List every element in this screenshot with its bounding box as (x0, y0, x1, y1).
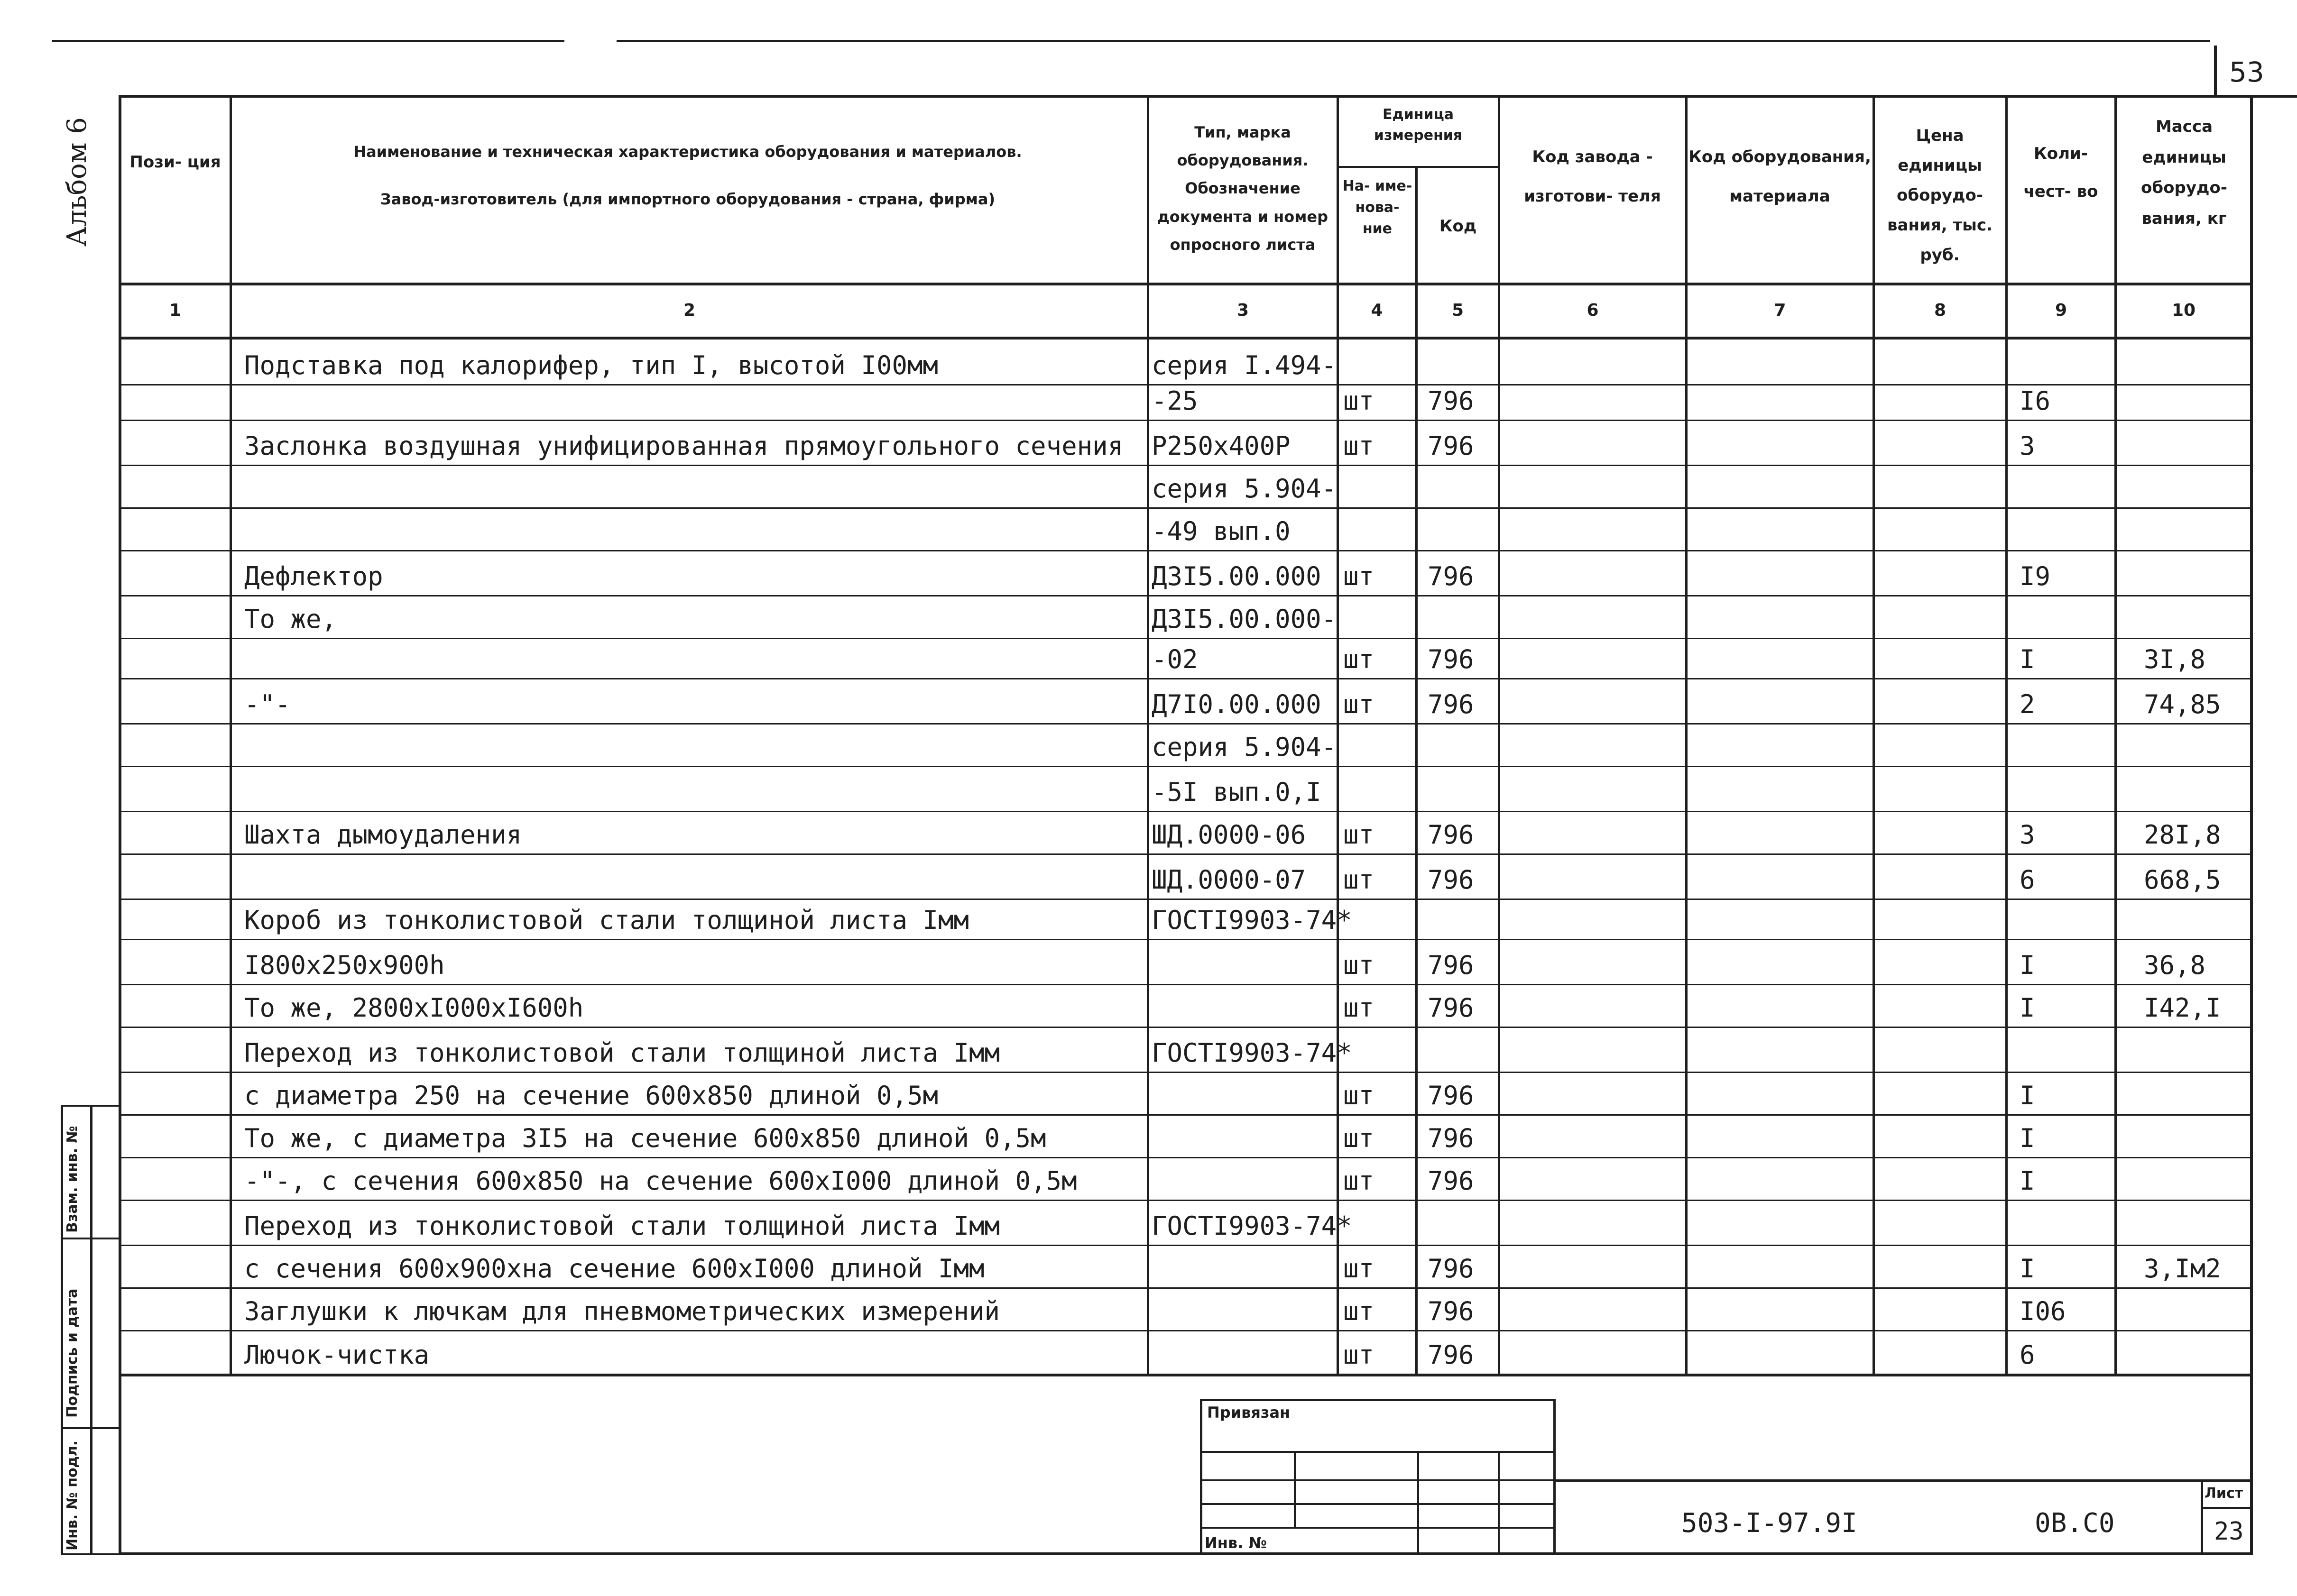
row-16-code: 796 (1428, 993, 1474, 1023)
row-3-unit: шт (1343, 431, 1375, 461)
row-9-code: 796 (1428, 689, 1474, 719)
row-separator (119, 766, 2253, 767)
row-22-unit: шт (1343, 1254, 1375, 1284)
row-separator (119, 678, 2253, 679)
row-1-type: серия I.494- (1152, 350, 1337, 380)
row-23-unit: шт (1343, 1296, 1375, 1326)
row-16-qty: I (2020, 993, 2035, 1023)
table-body-bottom-line (119, 1374, 2253, 1376)
row-15-code: 796 (1428, 950, 1474, 980)
col-divider-5 (1498, 95, 1500, 1375)
row-23-name: Заглушки к лючкам для пневмометрических измерений (244, 1296, 1000, 1326)
colnum-6: 6 (1587, 301, 1599, 320)
row-13-type: ШД.0000-07 (1152, 865, 1306, 895)
row-8-mass: 3I,8 (2144, 644, 2206, 674)
tb-attached-label: Привязан (1207, 1403, 1291, 1422)
colnum-8: 8 (1934, 301, 1946, 320)
row-6-name: Дефлектор (244, 561, 383, 591)
header-bottom-line (119, 283, 2253, 285)
row-6-unit: шт (1343, 561, 1375, 591)
row-3-type: Р250х400Р (1152, 431, 1291, 461)
row-9-unit: шт (1343, 689, 1375, 719)
row-8-code: 796 (1428, 644, 1474, 674)
col-divider-9 (2114, 95, 2117, 1375)
row-12-code: 796 (1428, 820, 1474, 850)
row-2-qty: I6 (2020, 386, 2051, 416)
row-15-name: I800х250х900h (244, 950, 445, 980)
row-9-type: Д7I0.00.000 (1152, 689, 1321, 719)
tb-sheet-divider (2201, 1479, 2203, 1555)
col-divider-3 (1337, 95, 1339, 1375)
row-separator (119, 638, 2253, 639)
row-13-mass: 668,5 (2144, 865, 2221, 895)
row-2-type: -25 (1152, 386, 1198, 416)
row-7-type: Д3I5.00.000- (1152, 604, 1337, 634)
tb-document-code: 503-I-97.9I (1681, 1508, 1857, 1539)
header-factory-code: Код завода - изготови- теля (1524, 147, 1661, 206)
header-equipment-code: Код оборудования, материала (1688, 147, 1871, 206)
top-rule-right (617, 40, 2210, 42)
row-8-unit: шт (1343, 644, 1375, 674)
header-unit: Единица измерения (1374, 106, 1463, 144)
row-19-unit: шт (1343, 1123, 1375, 1153)
album-label: Альбом 6 (62, 117, 92, 247)
colnum-9: 9 (2055, 301, 2067, 320)
row-15-unit: шт (1343, 950, 1375, 980)
row-6-code: 796 (1428, 561, 1474, 591)
stamp-replaced-inv: Взам. инв. № (64, 1126, 81, 1233)
page-number: 53 (2229, 56, 2264, 88)
header-price: Цена единицы оборудо- вания, тыс. руб. (1887, 126, 1993, 265)
row-separator (119, 723, 2253, 725)
row-24-unit: шт (1343, 1340, 1375, 1370)
row-24-name: Лючок-чистка (244, 1340, 430, 1370)
row-16-name: То же, 2800хI000хI600h (244, 993, 584, 1023)
row-separator (119, 465, 2253, 466)
row-3-qty: 3 (2020, 431, 2035, 461)
colnum-7: 7 (1774, 301, 1786, 320)
stamp-mid-line (90, 1105, 92, 1555)
header-name-line1: Наименование и техническая характеристика оборудования и материалов. (353, 143, 1022, 161)
row-19-name: То же, с диаметра 3I5 на сечение 600х850 длиной 0,5м (244, 1123, 1046, 1153)
row-separator (119, 1245, 2253, 1246)
row-13-qty: 6 (2020, 865, 2035, 895)
row-20-name: -"-, с сечения 600х850 на сечение 600хI000 длиной 0,5м (244, 1166, 1077, 1196)
row-19-qty: I (2020, 1123, 2035, 1153)
colnum-2: 2 (683, 301, 696, 320)
row-separator (119, 507, 2253, 509)
row-6-type: Д3I5.00.000 (1152, 561, 1321, 591)
tb-line-2 (1200, 1479, 1556, 1481)
row-18-qty: I (2020, 1081, 2035, 1110)
row-separator (119, 984, 2253, 985)
header-name-line2: Завод-изготовитель (для импортного оборудования - страна, фирма) (380, 190, 996, 208)
column-numbers-bottom-line (119, 337, 2253, 339)
row-2-unit: шт (1343, 386, 1375, 416)
row-separator (119, 550, 2253, 551)
row-13-unit: шт (1343, 865, 1375, 895)
header-mass: Масса единицы оборудо- вания, кг (2141, 117, 2227, 228)
row-separator (119, 1157, 2253, 1158)
row-8-type: -02 (1152, 644, 1198, 674)
row-22-code: 796 (1428, 1254, 1474, 1284)
stamp-left-line (61, 1105, 63, 1555)
row-separator (119, 811, 2253, 812)
tb-sheet-number: 23 (2214, 1517, 2244, 1546)
row-separator (119, 939, 2253, 940)
colnum-4: 4 (1371, 301, 1383, 320)
colnum-1: 1 (169, 301, 182, 320)
colnum-5: 5 (1451, 301, 1464, 320)
row-17-name: Переход из тонколистовой стали толщиной листа Iмм (244, 1038, 1000, 1068)
col-divider-4 (1415, 166, 1418, 1375)
tb-line-3 (1200, 1503, 1556, 1505)
row-4-type: серия 5.904- (1152, 474, 1337, 504)
row-21-name: Переход из тонколистовой стали толщиной листа Iмм (244, 1211, 1000, 1241)
col-divider-1 (230, 95, 232, 1375)
row-7-name: То же, (244, 604, 337, 634)
header-quantity: Коли- чест- во (2023, 144, 2098, 201)
top-rule-left (52, 40, 564, 42)
stamp-inv-no-orig: Инв. № подл. (64, 1440, 81, 1550)
col-divider-7 (1873, 95, 1875, 1375)
tb-sheet-label-line (2201, 1507, 2253, 1509)
stamp-signature-date: Подпись и дата (64, 1288, 81, 1418)
row-20-qty: I (2020, 1166, 2035, 1196)
stamp-top-line (61, 1105, 119, 1107)
row-10-type: серия 5.904- (1152, 732, 1337, 762)
row-11-type: -5I вып.0,I (1152, 777, 1321, 807)
tb-inv-no-label: Инв. № (1205, 1534, 1267, 1552)
row-separator (119, 1200, 2253, 1201)
row-14-name: Короб из тонколистовой стали толщиной листа Iмм (244, 905, 969, 935)
tb-top-line (1200, 1399, 1556, 1401)
row-22-name: с сечения 600х900хна сечение 600хI000 длиной Iмм (244, 1254, 985, 1284)
tb-section: 0В.С0 (2035, 1508, 2115, 1539)
row-22-qty: I (2020, 1254, 2035, 1284)
tb-vdiv-2 (1417, 1451, 1419, 1555)
row-16-mass: I42,I (2144, 993, 2221, 1023)
header-unit-name: На- име- нова- ние (1342, 178, 1412, 237)
row-20-code: 796 (1428, 1166, 1474, 1196)
row-8-qty: I (2020, 644, 2035, 674)
row-1-name: Подставка под калорифер, тип I, высотой I00мм (244, 350, 938, 380)
row-3-name: Заслонка воздушная унифицированная прямоугольного сечения (244, 431, 1124, 461)
row-18-unit: шт (1343, 1081, 1375, 1110)
col-divider-6 (1685, 95, 1688, 1375)
row-6-qty: I9 (2020, 561, 2051, 591)
row-18-name: с диаметра 250 на сечение 600х850 длиной 0,5м (244, 1081, 938, 1110)
row-19-code: 796 (1428, 1123, 1474, 1153)
row-12-name: Шахта дымоудаления (244, 820, 522, 850)
row-12-type: ШД.0000-06 (1152, 820, 1306, 850)
row-13-code: 796 (1428, 865, 1474, 895)
row-14-type: ГОСТI9903-74* (1152, 905, 1352, 935)
row-separator (119, 853, 2253, 855)
tb-line-4 (1200, 1527, 1556, 1529)
row-24-code: 796 (1428, 1340, 1474, 1370)
header-unit-code: Код (1439, 217, 1477, 236)
row-separator (119, 1027, 2253, 1028)
colnum-10: 10 (2171, 301, 2196, 320)
row-23-code: 796 (1428, 1296, 1474, 1326)
row-12-mass: 28I,8 (2144, 820, 2221, 850)
row-separator (119, 1114, 2253, 1116)
row-9-mass: 74,85 (2144, 689, 2221, 719)
row-24-qty: 6 (2020, 1340, 2035, 1370)
row-20-unit: шт (1343, 1166, 1375, 1196)
row-9-qty: 2 (2020, 689, 2035, 719)
row-22-mass: 3,Iм2 (2144, 1254, 2221, 1284)
col-divider-2 (1147, 95, 1149, 1375)
tb-left-line (1200, 1399, 1202, 1555)
row-separator (119, 1072, 2253, 1073)
stamp-divider-2 (61, 1427, 119, 1429)
row-12-qty: 3 (2020, 820, 2035, 850)
row-separator (119, 420, 2253, 421)
row-separator (119, 595, 2253, 596)
stamp-divider-1 (61, 1238, 119, 1239)
header-type: Тип, марка оборудования. Обозначение документа и номер опросного листа (1157, 123, 1328, 254)
unit-subheader-line (1337, 166, 1498, 168)
row-12-unit: шт (1343, 820, 1375, 850)
row-3-code: 796 (1428, 431, 1474, 461)
row-17-type: ГОСТI9903-74* (1152, 1038, 1352, 1068)
row-separator (119, 1287, 2253, 1289)
row-18-code: 796 (1428, 1081, 1474, 1110)
row-separator (119, 1330, 2253, 1331)
tb-code-top-line (1553, 1479, 2253, 1482)
row-separator (119, 384, 2253, 385)
row-21-type: ГОСТI9903-74* (1152, 1211, 1352, 1241)
tb-vdiv-3 (1498, 1451, 1500, 1555)
tb-right-line (1553, 1399, 1556, 1555)
colnum-3: 3 (1236, 301, 1249, 320)
row-separator (119, 899, 2253, 900)
row-16-unit: шт (1343, 993, 1375, 1023)
col-divider-8 (2005, 95, 2008, 1375)
stamp-bottom-line (61, 1553, 119, 1555)
tb-line-1 (1200, 1451, 1556, 1453)
tb-sheet-label: Лист (2205, 1485, 2243, 1502)
row-9-name: -"- (244, 689, 291, 719)
row-23-qty: I06 (2020, 1296, 2066, 1326)
row-2-code: 796 (1428, 386, 1474, 416)
tb-vdiv-1 (1294, 1451, 1296, 1527)
header-position: Пози- ция (129, 153, 221, 172)
row-15-mass: 36,8 (2144, 950, 2206, 980)
row-15-qty: I (2020, 950, 2035, 980)
row-5-type: -49 вып.0 (1152, 516, 1291, 546)
